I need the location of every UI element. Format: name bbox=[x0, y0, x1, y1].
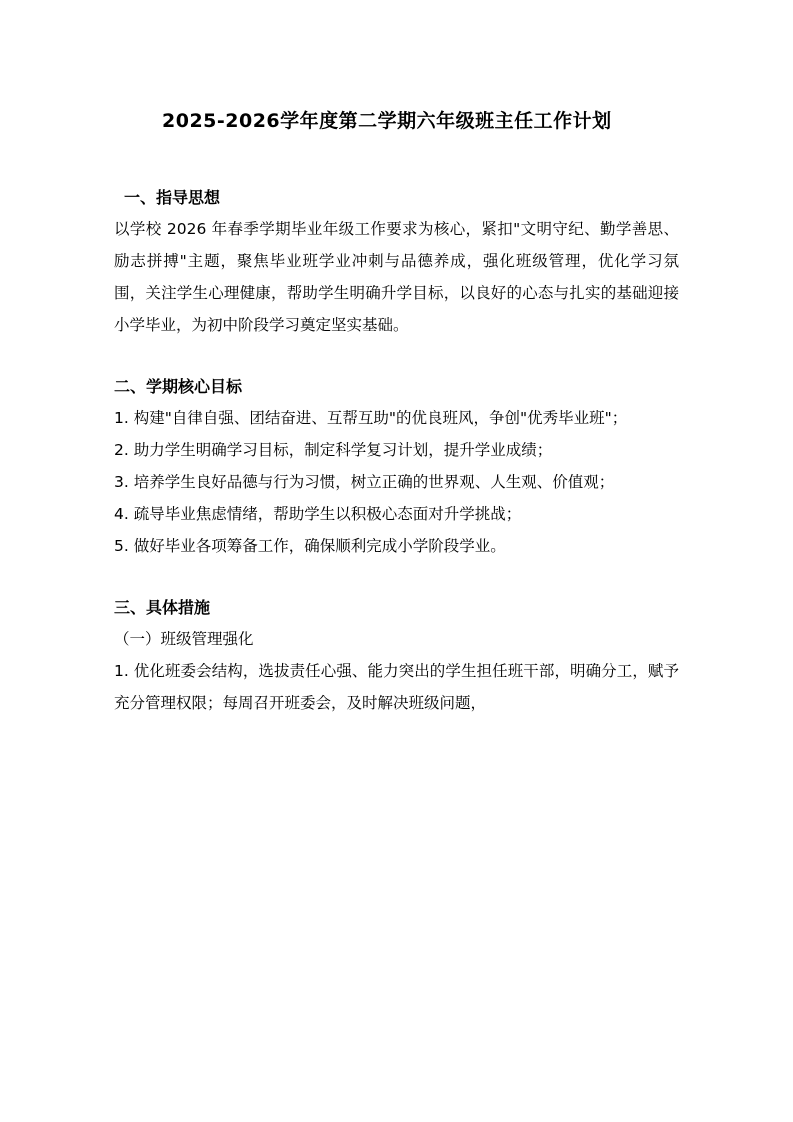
section-heading-2: 二、学期核心目标 bbox=[114, 377, 243, 397]
section-3-item-1: 1. 优化班委会结构，选拔责任心强、能力突出的学生担任班干部，明确分工，赋予充分管理权限；每周召开班委会，及时解决班级问题， bbox=[114, 662, 679, 712]
section-2-item-5: 5. 做好毕业各项筹备工作，确保顺利完成小学阶段学业。 bbox=[114, 536, 506, 555]
section-2-item-2: 2. 助力学生明确学习目标，制定科学复习计划，提升学业成绩； bbox=[114, 441, 553, 460]
section-2-item-3: 3. 培养学生良好品德与行为习惯，树立正确的世界观、人生观、价值观； bbox=[114, 472, 615, 491]
section-3-subheading-1: （一）班级管理强化 bbox=[114, 630, 254, 649]
page-title: 2025-2026学年度第二学期六年级班主任工作计划 bbox=[162, 110, 612, 132]
spacer bbox=[114, 341, 679, 371]
spacer bbox=[114, 136, 679, 182]
section-2-item-1: 1. 构建"自律自强、团结奋进、互帮互助"的优良班风，争创"优秀毕业班"； bbox=[114, 409, 628, 428]
section-heading-3: 三、具体措施 bbox=[114, 598, 211, 618]
section-2-item-4: 4. 疏导毕业焦虑情绪，帮助学生以积极心态面对升学挑战； bbox=[114, 504, 522, 523]
section-heading-1: 一、指导思想 bbox=[124, 188, 221, 208]
spacer bbox=[114, 562, 679, 592]
section-1-paragraph-1: 以学校 2026 年春季学期毕业年级工作要求为核心，紧扣"文明守纪、勤学善思、励志拼搏"主题，聚焦毕业班学业冲刺与品德养成，强化班级管理，优化学习氛围，关注学生心理健康，帮助学生明确升学目标，以良好的心态与扎实的基础迎接小学毕业，为初中阶段学习奠定坚实基础。 bbox=[114, 220, 679, 334]
